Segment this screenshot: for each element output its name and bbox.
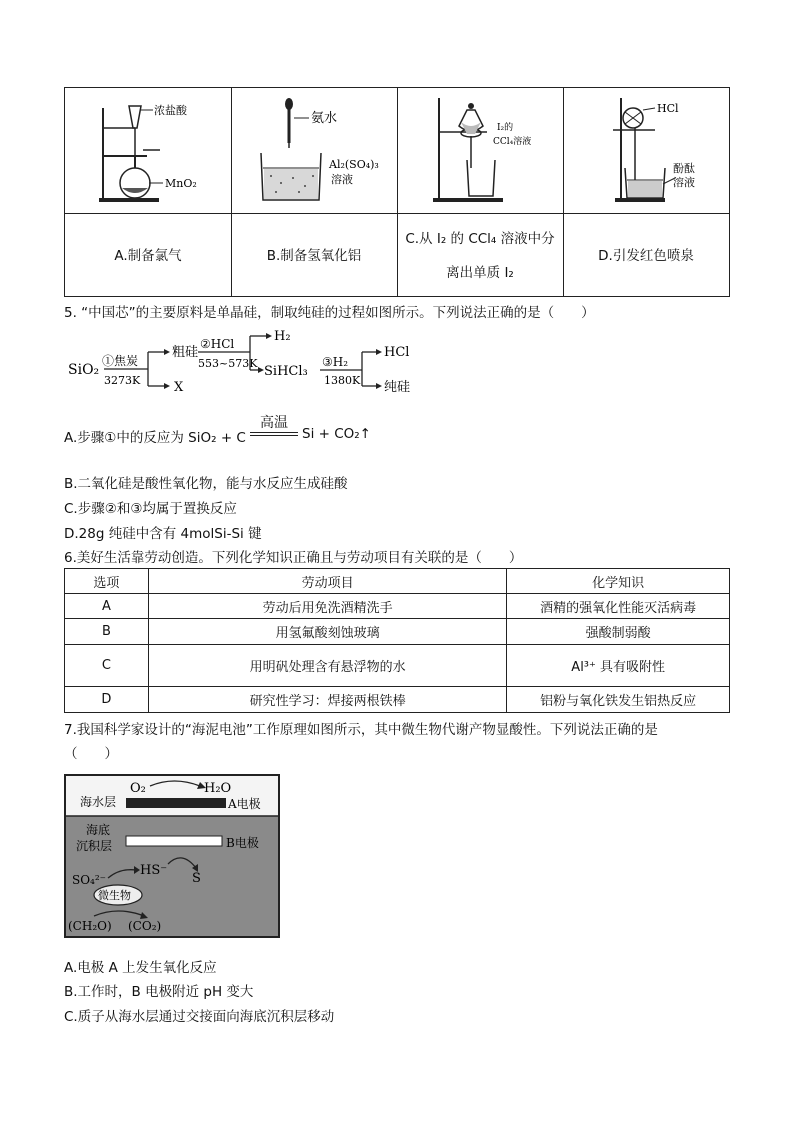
d-reagent1-label: HCl [657, 102, 679, 115]
q5-option-a [64, 412, 484, 452]
a-reagent2-label: MnO₂ [165, 177, 197, 190]
flow-temp1: 3273K [104, 374, 141, 387]
caption-c-line1: C.从 I₂ 的 CCl₄ 溶液中分 [405, 230, 555, 247]
caption-a: A.制备氯气 [114, 247, 182, 264]
table-row [65, 594, 730, 619]
q5-option-a-suffix: Si + CO₂↑ [302, 426, 371, 442]
b-reagent2b-label: 溶液 [331, 173, 353, 186]
d-reagent2a-label: 酚酞 [673, 162, 695, 175]
o2-label: O₂ [130, 781, 146, 796]
flow-h2: H₂ [274, 329, 291, 344]
caption-c-line2: 离出单质 I₂ [446, 264, 514, 281]
flow-temp3: 1380K [324, 374, 361, 387]
flow-step1: ①焦炭 [102, 354, 139, 368]
table-row [65, 687, 730, 713]
table-cell: 劳动后用免洗酒精洗手 [148, 594, 506, 619]
electrode-a-label: A电极 [228, 797, 261, 811]
b-reagent1-label: 氨水 [311, 111, 338, 126]
flow-step3: ③H₂ [322, 355, 349, 369]
caption-c [397, 214, 563, 297]
q5-option-d: D.28g 纯硅中含有 4molSi-Si 键 [64, 526, 262, 542]
q7-option-b: B.工作时，B 电极附近 pH 变大 [64, 984, 254, 1000]
table-cell: 研究性学习：焊接两根铁棒 [148, 687, 506, 713]
apparatus-a-image [65, 88, 231, 213]
table-header: 选项 [65, 569, 149, 594]
seawater-layer-label: 海水层 [80, 795, 117, 809]
microbe-label: 微生物 [98, 889, 131, 902]
q5-option-b: B.二氧化硅是酸性氧化物，能与水反应生成硅酸 [64, 476, 348, 492]
flow-sio2: SiO₂ [68, 362, 100, 378]
q7-option-a: A.电极 A 上发生氧化反应 [64, 960, 217, 976]
q5-stem: 5. “中国芯”的主要原料是单晶硅，制取纯硅的过程如图所示。下列说法正确的是（ ） [64, 305, 595, 321]
h2o-label: H₂O [204, 781, 232, 796]
ch2o-label: (CH₂O) [68, 919, 112, 933]
table-cell: B [65, 619, 149, 645]
q7-stem-line1: 7.我国科学家设计的“海泥电池”工作原理如图所示，其中微生物代谢产物显酸性。下列说法正确的是 [64, 722, 658, 738]
q7-option-c: C.质子从海水层通过交接面向海底沉积层移动 [64, 1009, 335, 1025]
table-cell: 铝粉与氧化铁发生铝热反应 [507, 687, 730, 713]
flow-temp2: 553~573K [198, 357, 258, 370]
hs-label: HS⁻ [140, 863, 168, 878]
c-reagent1-label: I₂的 [497, 123, 514, 133]
table-header: 劳动项目 [148, 569, 506, 594]
d-reagent2b-label: 溶液 [673, 176, 695, 189]
electrode-b-label: B电极 [226, 836, 259, 850]
flow-crude-si: 粗硅 [172, 345, 199, 360]
flow-step2: ②HCl [200, 337, 235, 351]
table-cell: C [65, 645, 149, 687]
apparatus-d-image [563, 88, 729, 213]
table-cell: 用氢氟酸刻蚀玻璃 [148, 619, 506, 645]
flow-x: X [174, 380, 184, 395]
table-row [65, 645, 730, 687]
a-reagent1-label: 浓盐酸 [154, 104, 187, 117]
flow-pure-si: 纯硅 [384, 380, 411, 395]
co2-label: (CO₂) [128, 919, 162, 933]
silicon-flow-diagram [64, 322, 424, 402]
caption-d: D.引发红色喷泉 [598, 247, 694, 264]
labor-knowledge-table [64, 568, 730, 713]
q5-option-c: C.步骤②和③均属于置换反应 [64, 501, 237, 517]
table-cell: 酒精的强氧化性能灭活病毒 [507, 594, 730, 619]
q5-option-a-condition: 高温 [260, 415, 288, 431]
q6-stem: 6.美好生活靠劳动创造。下列化学知识正确且与劳动项目有关联的是（ ） [64, 550, 523, 566]
flow-sihcl3: SiHCl₃ [264, 364, 308, 379]
table-cell: D [65, 687, 149, 713]
seabed-label-line1: 海底 [86, 823, 111, 837]
table-row [65, 619, 730, 645]
q5-option-a-prefix: A.步骤①中的反应为 SiO₂ + C [64, 430, 246, 446]
apparatus-b-image [231, 88, 397, 213]
table-cell: 用明矾处理含有悬浮物的水 [148, 645, 506, 687]
table-cell: A [65, 594, 149, 619]
apparatus-c-image [397, 88, 563, 213]
experiment-table [64, 87, 730, 297]
table-cell: 强酸制弱酸 [507, 619, 730, 645]
table-header-row [65, 569, 730, 594]
sea-mud-battery-diagram [64, 774, 280, 938]
so4-label: SO₄²⁻ [72, 873, 107, 887]
table-cell: Al³⁺ 具有吸附性 [507, 645, 730, 687]
b-reagent2a-label: Al₂(SO₄)₃ [329, 158, 379, 171]
q7-stem-line2: （ ） [64, 746, 118, 762]
c-reagent2-label: CCl₄溶液 [493, 137, 532, 147]
s-label: S [192, 871, 201, 886]
seabed-label-line2: 沉积层 [76, 839, 113, 853]
flow-hcl: HCl [384, 345, 410, 360]
table-header: 化学知识 [507, 569, 730, 594]
caption-b: B.制备氢氧化铝 [266, 247, 362, 264]
